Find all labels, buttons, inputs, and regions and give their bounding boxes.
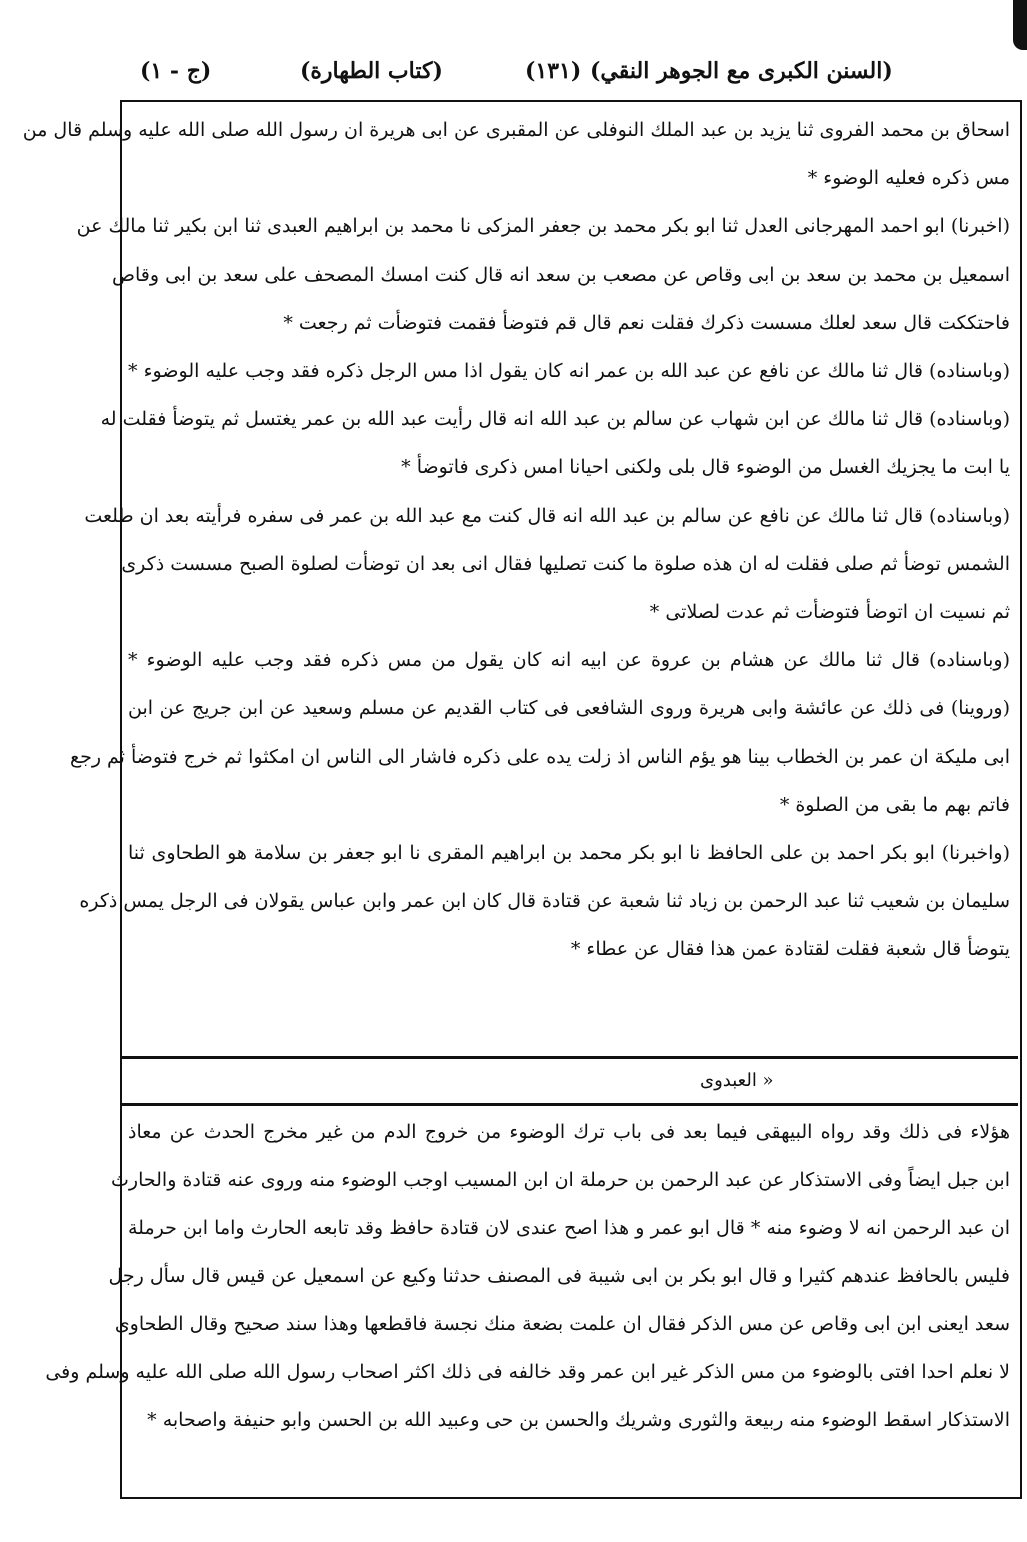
- text-line: يا ابت ما يجزيك الغسل من الوضوء قال بلى ولكنى احيانا امس ذكرى فاتوضأ *: [401, 456, 1010, 479]
- text-line: فاحتككت قال سعد لعلك مسست ذكرك فقلت نعم قال قم فتوضأ فقمت فتوضأت ثم رجعت *: [283, 311, 1010, 334]
- text-line: (وباسناده) قال ثنا مالك عن هشام بن عروة عن ابيه انه كان يقول من مس ذكره فقد وجب عليه الوضوء *: [128, 649, 1010, 672]
- volume-number: (ج - ١): [140, 58, 212, 84]
- footnote-line: لا نعلم احدا افتى بالوضوء من مس الذكر غير ابن عمر وقد خالفه فى ذلك اكثر اصحاب رسول الله صلى الله عليه وسلم وفى: [45, 1361, 1010, 1383]
- divider: [122, 1056, 1018, 1059]
- text-line: اسحاق بن محمد الفروى ثنا يزيد بن عبد الملك النوفلى عن المقبرى عن ابى هريرة ان رسول الله صلى الله عليه وسلم قال من: [22, 119, 1010, 141]
- text-line: (اخبرنا) ابو احمد المهرجانى العدل ثنا ابو بكر محمد بن جعفر المزكى نا محمد بن ابراهيم العبدى ثنا ابن بكير ثنا مالك عن: [76, 215, 1010, 238]
- text-line: سليمان بن شعيب ثنا عبد الرحمن بن زياد ثنا شعبة عن قتادة قال كان ابن عمر وابن عباس يقولان فى الرجل يمس ذكره: [79, 890, 1010, 913]
- text-line: (وباسناده) قال ثنا مالك عن نافع عن سالم بن عبد الله انه قال كنت مع عبد الله بن عمر فى سفره فرأيته بعد ان طلعت: [84, 504, 1010, 527]
- text-line: مس ذكره فعليه الوضوء *: [807, 167, 1010, 190]
- scan-edge-mark: [1013, 0, 1027, 50]
- text-line: (وباسناده) قال ثنا مالك عن نافع عن عبد الله بن عمر انه كان يقول اذا مس الرجل ذكره فقد وجب عليه الوضوء *: [128, 360, 1010, 382]
- divider: [122, 1103, 1018, 1106]
- text-line: فاتم بهم ما بقى من الصلوة *: [779, 793, 1010, 816]
- book-title: (السنن الكبرى مع الجوهر النقي): [590, 58, 893, 84]
- footnote-line: ان عبد الرحمن انه لا وضوء منه * قال ابو عمر و هذا اصح عندى لان قتادة حافظ وقد تابعه الحارث واما ابن حرملة: [128, 1217, 1010, 1239]
- text-line: الشمس توضأ ثم صلى فقلت له ان هذه صلوة ما كنت تصليها فقال انى بعد ان توضأت لصلوة الصبح مسست ذكرى: [121, 552, 1010, 575]
- footnote-line: الاستذكار اسقط الوضوء منه ربيعة والثورى وشريك والحسن بن حى وعبيد الله بن الحسن وابو حنيفة واصحابه *: [147, 1409, 1010, 1431]
- text-line: اسمعيل بن محمد بن سعد بن ابى وقاص عن مصعب بن سعد انه قال كنت امسك المصحف على سعد بن ابى وقاص: [112, 263, 1010, 286]
- chapter-title: (كتاب الطهارة): [300, 58, 443, 84]
- text-line: (وباسناده) قال ثنا مالك عن ابن شهاب عن سالم بن عبد الله انه قال رأيت عبد الله بن عمر يغتسل ثم يتوضأ فقلت له: [100, 408, 1010, 431]
- footnote-line: سعد ايعنى ابن ابى وقاص عن مس الذكر فقال ان علمت بضعة منك نجسة فاقطعها وهذا سند صحيح وقال الطحاوى: [114, 1313, 1010, 1335]
- footnote-line: ابن جبل ايضاً وفى الاستذكار عن عبد الرحمن بن حرملة ان ابن المسيب اوجب الوضوء منه وروى عنه قتادة والحارث: [111, 1169, 1010, 1191]
- text-line: ابى مليكة ان عمر بن الخطاب بينا هو يؤم الناس اذ زلت يده على ذكره فاشار الى الناس ان امكثوا ثم خرج فتوضأ ثم رجع: [69, 745, 1010, 768]
- text-line: ثم نسيت ان اتوضأ فتوضأت ثم عدت لصلاتى *: [649, 601, 1010, 623]
- text-line: (واخبرنا) ابو بكر احمد بن على الحافظ نا ابو بكر محمد بن ابراهيم المقرى نا ابو جعفر بن سلامة هو الطحاوى ثنا: [128, 842, 1010, 864]
- text-line: يتوضأ قال شعبة فقلت لقتادة عمن هذا فقال عن عطاء *: [570, 938, 1010, 961]
- footnote-label: « العبدوى: [700, 1070, 774, 1091]
- text-line: (وروينا) فى ذلك عن عائشة وابى هريرة وروى الشافعى فى كتاب القديم عن مسلم وسعيد عن ابن جريج عن ابن: [128, 697, 1010, 720]
- footnote-line: هؤلاء فى ذلك وقد رواه البيهقى فيما بعد فى باب ترك الوضوء من خروج الدم من غير مخرج الحدث عن معاذ: [128, 1121, 1010, 1143]
- footnote-line: فليس بالحافظ عندهم كثيرا و قال ابو بكر بن ابى شيبة فى المصنف حدثنا وكيع عن اسمعيل عن قيس قال سأل رجل: [108, 1265, 1010, 1287]
- page-number: (١٣١): [525, 58, 582, 84]
